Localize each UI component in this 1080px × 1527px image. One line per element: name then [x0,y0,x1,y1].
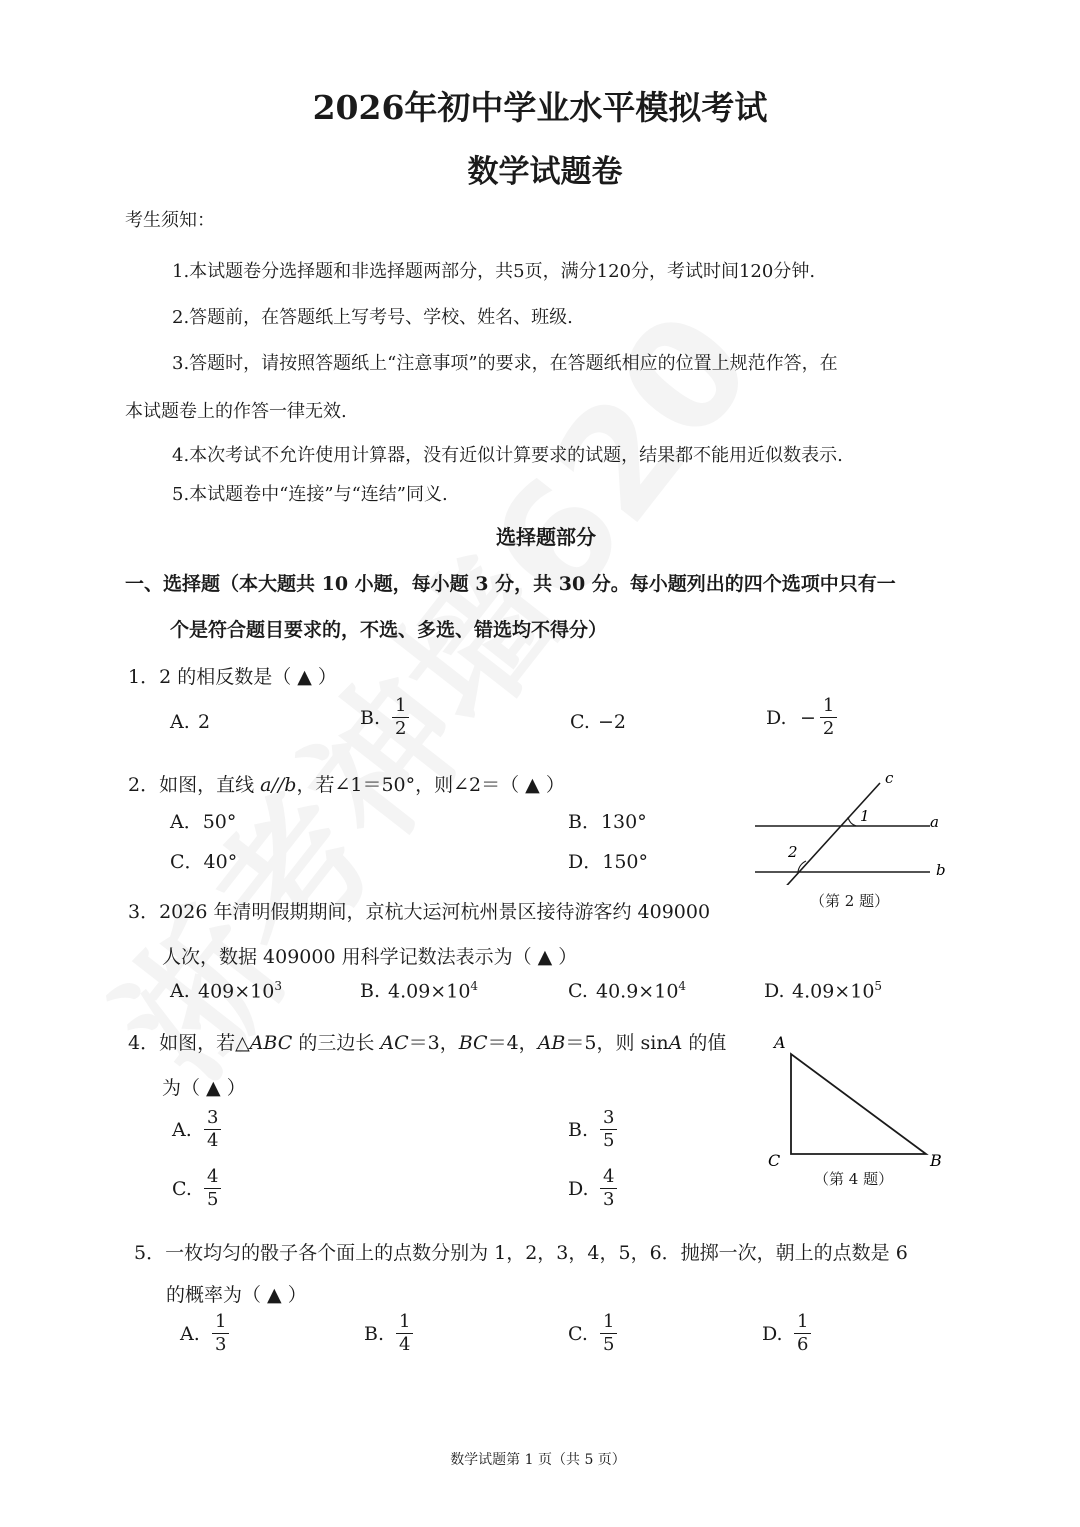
q4-figure [760,1030,950,1175]
instructions-line-1: 一、选择题（本大题共 10 小题，每小题 3 分，共 30 分。每小题列出的四个选项中只有一 [125,573,896,595]
q4-option-b: B. $\frac{3}{5}$ [568,1109,617,1150]
angle-1-arc [848,817,856,826]
fraction: $\frac{3}{4}$ [204,1109,221,1150]
fraction: $\frac{4}{5}$ [204,1168,221,1209]
q5-option-a: A. $\frac{1}{3}$ [180,1313,229,1354]
q2-figure [740,765,970,885]
q2-option-b: B．130° [568,811,647,833]
fraction: $\frac{4}{3}$ [600,1168,617,1209]
q5-option-c: C. $\frac{1}{5}$ [568,1313,617,1354]
notice-item-1: 1.本试题卷分选择题和非选择题两部分，共5页，满分120分，考试时间120分钟. [172,261,816,282]
q3-line-1: 3．2026 年清明假期期间，京杭大运河杭州景区接待游客约 409000 [128,901,711,923]
q1-option-c: C. −2 [570,711,627,733]
fraction: $\frac{1}{2}$ [392,697,409,738]
q4-option-d: D. $\frac{4}{3}$ [568,1168,617,1209]
q4-option-c: C. $\frac{4}{5}$ [172,1168,221,1209]
notice-item-5: 5.本试题卷中“连接”与“连结”同义. [172,484,448,505]
q1-option-a: A. 2 [170,711,211,733]
fraction: $\frac{1}{6}$ [794,1313,811,1354]
q2-caption: （第 2 题） [810,892,890,910]
q4-caption: （第 4 题） [814,1170,894,1188]
q5-line-1: 5．一枚均匀的骰子各个面上的点数分别为 1，2，3，4，5，6．抛掷一次，朝上的点数是 6 [134,1242,908,1264]
fraction: $\frac{3}{5}$ [600,1109,617,1150]
q1-option-d: D. − $\frac{1}{2}$ [766,697,837,738]
q3-option-c: C. $40.9\times 10^4$ [568,979,687,1003]
q3-option-b: B. $4.09\times 10^4$ [360,979,479,1003]
vertex-c: C [768,1151,781,1170]
fraction: $\frac{1}{4}$ [396,1313,413,1354]
fraction: $\frac{1}{3}$ [212,1313,229,1354]
q1-stem: 1．2 的相反数是（ ▲ ） [128,666,337,688]
vertex-a: A [774,1033,786,1052]
vertex-b: B [930,1151,942,1170]
q2-option-c: C．40° [170,851,238,873]
instructions-line-2: 个是符合题目要求的，不选、多选、错选均不得分） [170,619,608,641]
notice-item-3-cont: 本试题卷上的作答一律无效. [125,401,347,422]
q2-option-d: D．150° [568,851,648,873]
fraction: $\frac{1}{5}$ [600,1313,617,1354]
q4-option-a: A. $\frac{3}{4}$ [172,1109,221,1150]
q2-stem: 2．如图，直线 a//b，若∠1＝50°，则∠2＝（ ▲ ） [128,774,565,796]
q4-line-2: 为（ ▲ ） [162,1077,246,1099]
exam-title: 2026年初中学业水平模拟考试 [312,88,768,127]
fraction: $\frac{1}{2}$ [820,697,837,738]
label-c: c [885,769,894,787]
q5-line-2: 的概率为（ ▲ ） [166,1284,307,1306]
q3-option-d: D. $4.09\times 10^5$ [764,979,883,1003]
q5-option-b: B. $\frac{1}{4}$ [364,1313,413,1354]
label-b: b [936,861,946,879]
notice-item-2: 2.答题前，在答题纸上写考号、学校、姓名、班级. [172,307,573,328]
label-2: 2 [788,843,798,861]
q3-option-a: A. $409\times 10^3$ [170,979,283,1003]
exam-subtitle: 数学试题卷 [467,154,623,190]
q5-option-d: D. $\frac{1}{6}$ [762,1313,811,1354]
triangle-abc [791,1054,926,1154]
line-c [780,783,880,885]
q3-line-2: 人次，数据 409000 用科学记数法表示为（ ▲ ） [162,946,578,968]
notice-item-3: 3.答题时，请按照答题纸上“注意事项”的要求，在答题纸相应的位置上规范作答，在 [172,353,838,374]
label-1: 1 [860,807,870,825]
q4-stem: 4．如图，若△ABC 的三边长 AC＝3，BC＝4，AB＝5，则 sinA 的值 [128,1032,727,1054]
q2-option-a: A．50° [170,811,237,833]
notice-item-4: 4.本次考试不允许使用计算器，没有近似计算要求的试题，结果都不能用近似数表示. [172,445,843,466]
page-footer: 数学试题第 1 页（共 5 页） [450,1452,626,1468]
section-title: 选择题部分 [496,525,596,549]
label-a: a [930,813,939,831]
q1-option-b: B. $\frac{1}{2}$ [360,697,409,738]
notice-heading: 考生须知： [125,210,215,231]
